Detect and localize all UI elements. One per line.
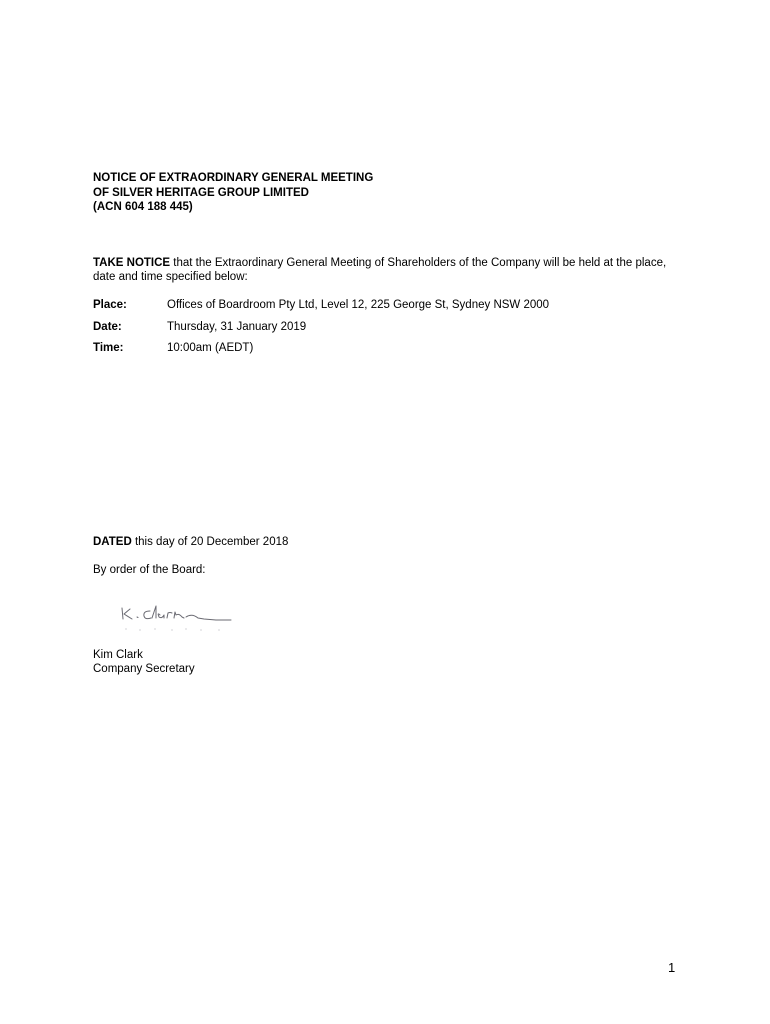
dated-text: this day of 20 December 2018 bbox=[131, 536, 289, 548]
place-label: Place: bbox=[93, 299, 127, 311]
notice-lead: TAKE NOTICE bbox=[93, 257, 171, 269]
signature-image bbox=[88, 598, 248, 636]
detail-row-place bbox=[93, 298, 549, 320]
time-label: Time: bbox=[93, 342, 124, 354]
date-label: Date: bbox=[93, 320, 122, 333]
dated-line bbox=[93, 535, 288, 549]
notice-heading bbox=[93, 171, 373, 215]
notice-text: that the Extraordinary General Meeting of Shareholders of the Company will be held at the place, date and time specified below: bbox=[93, 257, 667, 283]
place-value: Offices of Boardroom Pty Ltd, Level 12, 225 George St, Sydney NSW 2000 bbox=[167, 299, 550, 311]
detail-row-time bbox=[93, 341, 549, 363]
signatory-title: Company Secretary bbox=[93, 663, 195, 675]
heading-line-1: NOTICE OF EXTRAORDINARY GENERAL MEETING bbox=[93, 172, 374, 184]
dated-lead: DATED bbox=[93, 536, 132, 548]
meeting-details bbox=[93, 298, 549, 363]
notice-paragraph bbox=[93, 256, 683, 284]
signatory-name: Kim Clark bbox=[93, 649, 143, 661]
by-order-line: By order of the Board: bbox=[93, 564, 206, 576]
signatory-block bbox=[93, 648, 195, 676]
heading-line-3: (ACN 604 188 445) bbox=[93, 201, 193, 213]
heading-line-2: OF SILVER HERITAGE GROUP LIMITED bbox=[93, 186, 309, 199]
page-number: 1 bbox=[668, 960, 676, 975]
time-value: 10:00am (AEDT) bbox=[167, 342, 254, 354]
detail-row-date bbox=[93, 320, 549, 342]
date-value: Thursday, 31 January 2019 bbox=[167, 320, 307, 333]
